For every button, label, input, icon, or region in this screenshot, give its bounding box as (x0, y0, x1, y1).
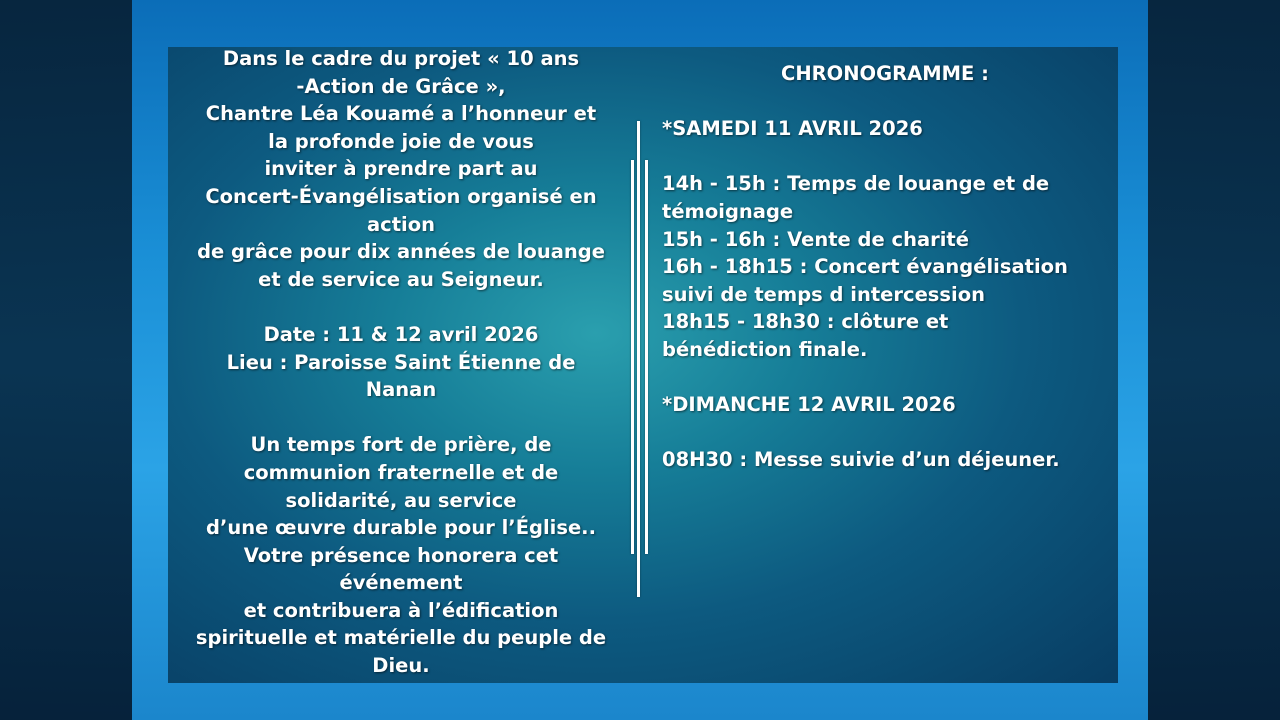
spacer (168, 404, 634, 432)
divider-line-inner-left (631, 160, 634, 554)
intro-line: de grâce pour dix années de louange (197, 240, 605, 264)
intro-line: et de service au Seigneur. (258, 267, 544, 291)
divider-line-outer (637, 121, 640, 597)
intro-line: la profonde joie de vous (268, 129, 534, 153)
invitation-text (168, 45, 634, 680)
schedule-item: 15h - 16h : Vente de charité (662, 227, 969, 251)
intro-line: inviter à prendre part au (264, 157, 538, 181)
intro-line: Dans le cadre du projet « 10 ans (222, 47, 580, 70)
spacer (662, 143, 1122, 171)
schedule-title: CHRONOGRAMME : (781, 62, 989, 85)
saturday-heading: *SAMEDI 11 AVRIL 2026 (662, 117, 923, 141)
schedule-item: suivi de temps d intercession (662, 282, 985, 306)
closing-line: d’une œuvre durable pour l’Église.. (205, 516, 596, 540)
schedule-item: 18h15 - 18h30 : clôture et (662, 310, 949, 334)
event-location: Nanan (365, 378, 437, 402)
closing-line: Un temps fort de prière, de (250, 433, 552, 457)
divider-line-inner-right (645, 160, 648, 554)
spacer (168, 293, 634, 321)
schedule-item: témoignage (662, 199, 794, 223)
sunday-heading: *DIMANCHE 12 AVRIL 2026 (662, 393, 956, 417)
schedule-item: bénédiction finale. (662, 337, 868, 361)
schedule-item: 14h - 15h : Temps de louange et de (662, 172, 1050, 196)
intro-line: Concert-Évangélisation organisé en (205, 184, 597, 208)
closing-line: communion fraternelle et de (243, 460, 559, 484)
spacer (662, 419, 1122, 447)
closing-line: et contribuera à l’édification (243, 598, 559, 622)
schedule-item: 08H30 : Messe suivie d’un déjeuner. (662, 448, 1060, 472)
event-date: Date : 11 & 12 avril 2026 (263, 322, 539, 346)
right-blurred-edge (1148, 0, 1280, 720)
intro-line: action (366, 212, 435, 236)
left-blurred-edge (0, 0, 132, 720)
closing-line: Dieu. (372, 654, 430, 678)
closing-line: Votre présence honorera cet (243, 543, 559, 567)
schedule-item: 16h - 18h15 : Concert évangélisation (662, 255, 1068, 279)
intro-line: Chantre Léa Kouamé a l’honneur et (205, 102, 597, 126)
schedule (662, 60, 1122, 474)
closing-line: solidarité, au service (285, 488, 517, 512)
intro-line: -Action de Grâce », (296, 74, 506, 98)
closing-line: spirituelle et matérielle du peuple de (195, 626, 607, 650)
spacer (662, 88, 1122, 116)
spacer (662, 364, 1122, 392)
event-location: Lieu : Paroisse Saint Étienne de (226, 350, 576, 374)
closing-line: événement (339, 571, 463, 595)
